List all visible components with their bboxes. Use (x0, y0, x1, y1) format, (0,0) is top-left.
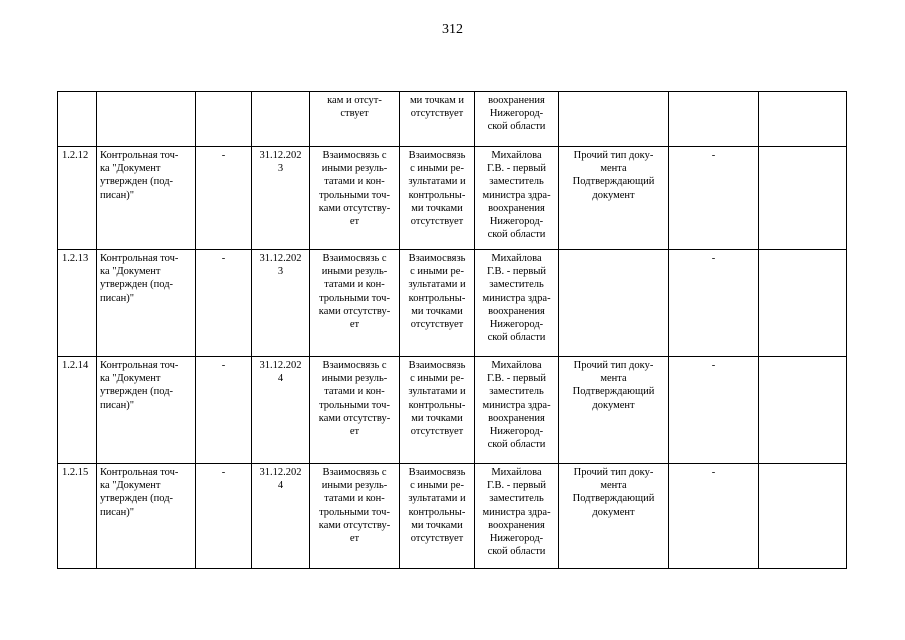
control-point-name: Контрольная точ- ка "Документ утвержден (под- писан)" (97, 464, 196, 569)
page-number: 312 (442, 22, 463, 37)
document-type: Прочий тип доку- мента Подтверждающий документ (559, 357, 669, 464)
responsible-person: Михайлова Г.В. - первый заместитель министра здра- воохранения Нижегород- ской области (475, 250, 559, 357)
document-type: Прочий тип доку- мента Подтверждающий документ (559, 147, 669, 250)
extra-cell (759, 147, 847, 250)
deadline-date: 31.12.202 3 (252, 147, 310, 250)
cell-dash: - (196, 357, 252, 464)
row-number: 1.2.12 (58, 147, 97, 250)
extra-cell (759, 250, 847, 357)
extra-cell (759, 92, 847, 147)
deadline-date: 31.12.202 4 (252, 357, 310, 464)
document-type (559, 92, 669, 147)
cell-dash: - (196, 464, 252, 569)
relation-points: Взаимосвязь с иными ре- зультатами и контрольны- ми точками отсутствует (400, 357, 475, 464)
document-type: Прочий тип доку- мента Подтверждающий документ (559, 464, 669, 569)
relation-points: Взаимосвязь с иными ре- зультатами и контрольны- ми точками отсутствует (400, 464, 475, 569)
row-number: 1.2.15 (58, 464, 97, 569)
responsible-person: Михайлова Г.В. - первый заместитель министра здра- воохранения Нижегород- ской области (475, 147, 559, 250)
relation-results: Взаимосвязь с иными резуль- татами и кон- трольными точ- ками отсутству- ет (310, 464, 400, 569)
row-number (58, 92, 97, 147)
cell-dash (196, 92, 252, 147)
relation-points: Взаимосвязь с иными ре- зультатами и контрольны- ми точками отсутствует (400, 147, 475, 250)
relation-results: Взаимосвязь с иными резуль- татами и кон- трольными точ- ками отсутству- ет (310, 357, 400, 464)
info-system: - (669, 464, 759, 569)
row-number: 1.2.14 (58, 357, 97, 464)
responsible-person: Михайлова Г.В. - первый заместитель министра здра- воохранения Нижегород- ской области (475, 357, 559, 464)
control-point-name: Контрольная точ- ка "Документ утвержден (под- писан)" (97, 250, 196, 357)
cell-dash: - (196, 147, 252, 250)
deadline-date (252, 92, 310, 147)
table-row (58, 147, 847, 250)
relation-results: Взаимосвязь с иными резуль- татами и кон- трольными точ- ками отсутству- ет (310, 250, 400, 357)
info-system: - (669, 147, 759, 250)
responsible-person: Михайлова Г.В. - первый заместитель министра здра- воохранения Нижегород- ской области (475, 464, 559, 569)
relation-results: Взаимосвязь с иными резуль- татами и кон- трольными точ- ками отсутству- ет (310, 147, 400, 250)
table-row (58, 250, 847, 357)
responsible-person: воохранения Нижегород- ской области (475, 92, 559, 147)
cell-dash: - (196, 250, 252, 357)
relation-results: кам и отсут- ствует (310, 92, 400, 147)
deadline-date: 31.12.202 3 (252, 250, 310, 357)
relation-points: Взаимосвязь с иными ре- зультатами и контрольны- ми точками отсутствует (400, 250, 475, 357)
document-type (559, 250, 669, 357)
deadline-date: 31.12.202 4 (252, 464, 310, 569)
control-points-table (57, 91, 847, 569)
control-point-name (97, 92, 196, 147)
extra-cell (759, 464, 847, 569)
table-row (58, 357, 847, 464)
info-system: - (669, 357, 759, 464)
row-number: 1.2.13 (58, 250, 97, 357)
extra-cell (759, 357, 847, 464)
relation-points: ми точкам и отсутствует (400, 92, 475, 147)
table-row (58, 464, 847, 569)
control-point-name: Контрольная точ- ка "Документ утвержден (под- писан)" (97, 147, 196, 250)
info-system: - (669, 250, 759, 357)
info-system (669, 92, 759, 147)
control-point-name: Контрольная точ- ка "Документ утвержден (под- писан)" (97, 357, 196, 464)
table-row (58, 92, 847, 147)
